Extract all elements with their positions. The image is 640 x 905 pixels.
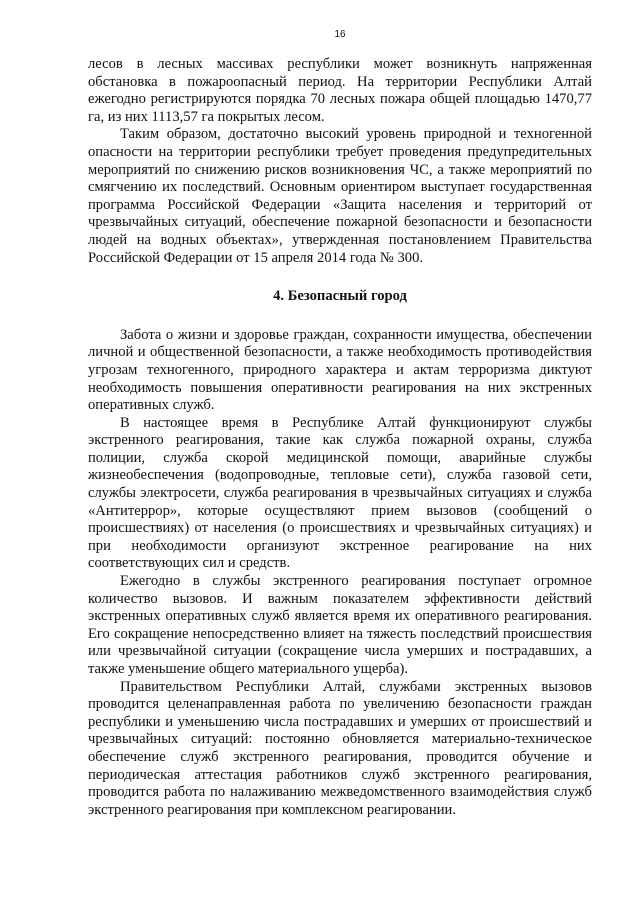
paragraph-public-safety: Забота о жизни и здоровье граждан, сохранности имущества, обеспечении личной и общественной безопасности, а также необходимость противодействия угрозам техногенного, природного характера и актам терроризма диктуют необходимость повышения оперативности реагирования на них экстренных оперативных служб. (88, 326, 592, 414)
paragraph-government-work: Правительством Республики Алтай, службами экстренных вызовов проводится целенаправленная работа по увеличению безопасности граждан республики и уменьшению числа пострадавших и умерших от происшествий и чрезвычайных ситуаций: постоянно обновляется материально-техническое обеспечение служб экстренного реагирования, проводится обучение и периодическая аттестация работников служб экстренного реагирования, проводится работа по налаживанию межведомственного взаимодействия служб экстренного реагирования при комплексном реагировании. (88, 678, 592, 818)
paragraph-response-time: Ежегодно в службы экстренного реагирования поступает огромное количество вызовов. И важным показателем эффективности действий экстренных оперативных служб является время их оперативного реагирования. Его сокращение непосредственно влияет на тяжесть последствий происшествия или чрезвычайной ситуации (сокращение числа умерших и пострадавших, а также уменьшение общего материального ущерба). (88, 573, 592, 677)
paragraph-forest-fires: лесов в лесных массивах республики может возникнуть напряженная обстановка в пожароопасный период. На территории Республики Алтай ежегодно регистрируются порядка 70 лесных пожара общей площадью 1470,77 га, из них 1113,57 га покрытых лесом. (88, 56, 592, 125)
section-heading: 4. Безопасный город (273, 288, 407, 305)
paragraph-emergency-services: В настоящее время в Республике Алтай функционируют службы экстренного реагирования, такие как служба пожарной охраны, служба полиции, служба скорой медицинской помощи, аварийные службы жизнеобеспечения (водопроводные, тепловые сети), служба газовой сети, службы электросети, служба реагирования в чрезвычайных ситуациях и служба «Антитеррор», которые осуществляют прием вызовов (сообщений о происшествиях) от населения (о происшествиях и чрезвычайных ситуациях) и при необходимости организуют экстренное реагирование на них соответствующих сил и средств. (88, 414, 592, 572)
document-body (88, 56, 592, 819)
page-number: 16 (334, 29, 346, 40)
paragraph-risk-prevention: Таким образом, достаточно высокий уровень природной и техногенной опасности на территории республики требует проведения предупредительных мероприятий по снижению рисков возникновения ЧС, а также мероприятий по смягчению их последствий. Основным ориентиром выступает государственная программа Российской Федерации «Защита населения и территорий от чрезвычайных ситуаций, обеспечение пожарной безопасности и безопасности людей на водных объектах», утвержденная постановлением Правительства Российской Федерации от 15 апреля 2014 года № 300. (88, 126, 592, 266)
